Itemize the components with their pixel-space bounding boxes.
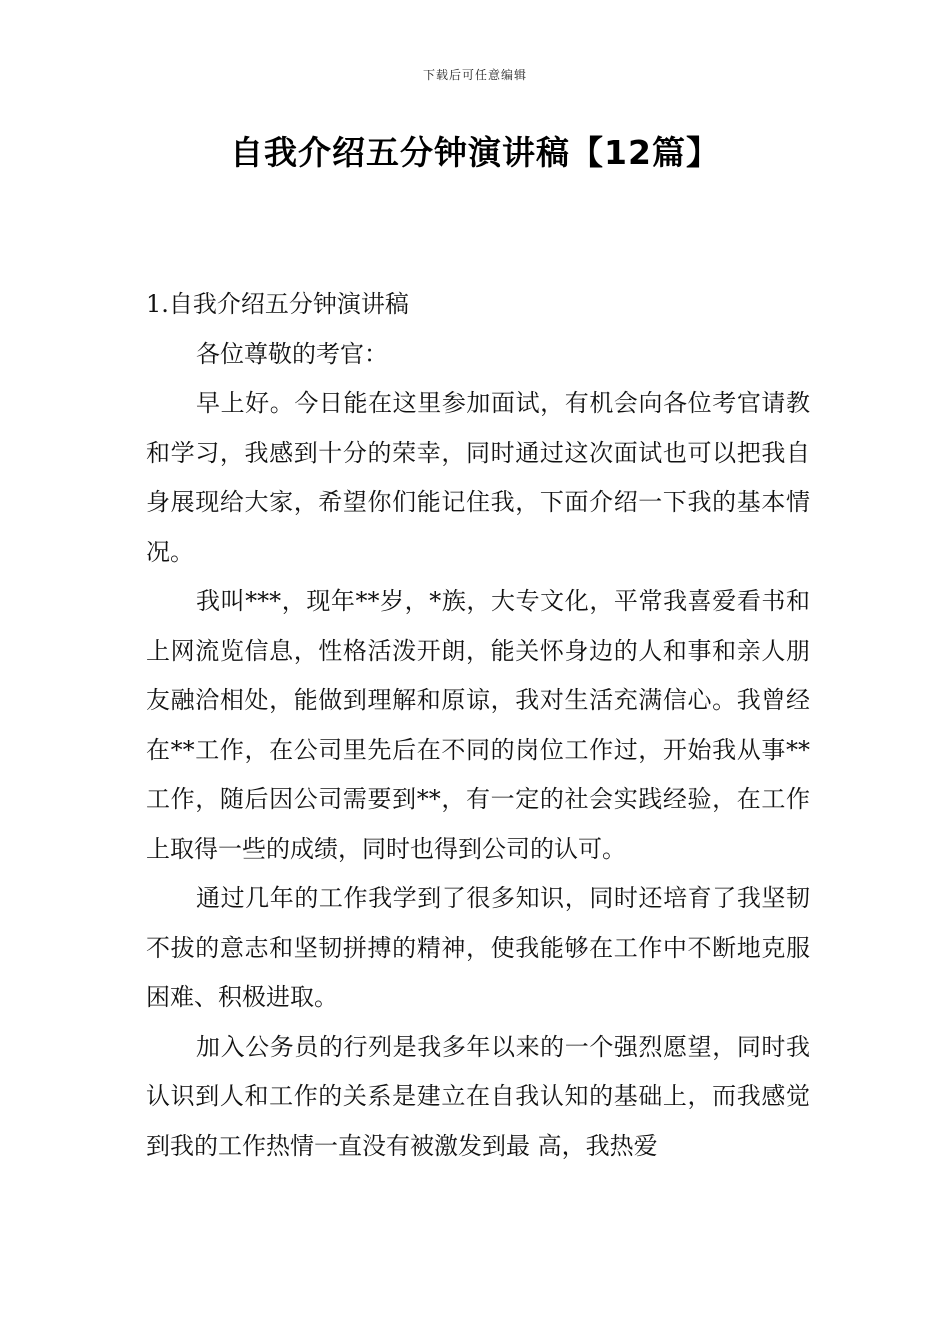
paragraph-aspiration: 加入公务员的行列是我多年以来的一个强烈愿望，同时我认识到人和工作的关系是建立在自我认知的基础上，而我感觉到我的工作热情一直没有被激发到最 高，我热爱 [146, 1032, 810, 1160]
paragraph-growth: 通过几年的工作我学到了很多知识，同时还培育了我坚韧不拔的意志和坚韧拼搏的精神，使我能够在工作中不断地克服困难、积极进取。 [146, 884, 810, 1011]
section-heading: 1.自我介绍五分钟演讲稿 [146, 290, 409, 318]
document-body [146, 280, 810, 1171]
paragraph-greeting: 早上好。今日能在这里参加面试，有机会向各位考官请教和学习，我感到十分的荣幸，同时通过这次面试也可以把我自身展现给大家，希望你们能记住我，下面介绍一下我的基本情况。 [146, 389, 810, 566]
header-note: 下载后可任意编辑 [422, 68, 527, 82]
paragraph-background: 我叫***，现年**岁，*族，大专文化，平常我喜爱看书和上网流览信息，性格活泼开朗，能关怀身边的人和事和亲人朋友融洽相处，能做到理解和原谅，我对生活充满信心。我曾经在**工作，在公司里先后在不同的岗位工作过，开始我从事**工作，随后因公司需要到**，有一定的社会实践经验，在工作上取得一些的成绩，同时也得到公司的认可。 [146, 587, 810, 863]
salutation: 各位尊敬的考官： [196, 339, 388, 368]
document-title: 自我介绍五分钟演讲稿【12篇】 [230, 133, 720, 172]
